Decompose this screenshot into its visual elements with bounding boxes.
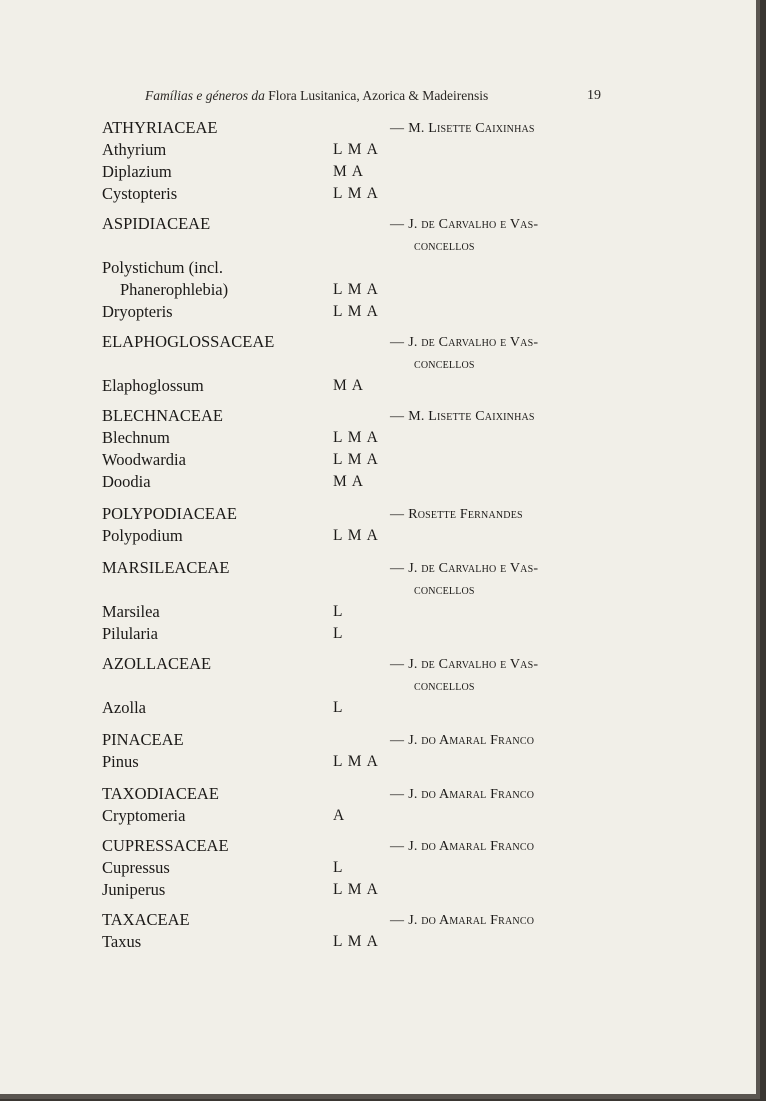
distribution-code: L M A	[333, 303, 379, 320]
family-author	[390, 504, 523, 526]
distribution-code: L M A	[333, 933, 379, 950]
author-line-continued: concellos	[414, 679, 475, 694]
distribution-code: L	[333, 699, 344, 716]
genus-row	[0, 931, 756, 953]
genus-row	[0, 623, 756, 645]
genus-row	[0, 471, 756, 493]
author-line: M. Lisette Caixinhas	[408, 409, 535, 424]
distribution-code: L M A	[333, 141, 379, 158]
family-name: POLYPODIACEAE	[102, 504, 237, 523]
genus-row	[0, 301, 756, 323]
genus-name: Cupressus	[102, 858, 170, 877]
author-line: J. de Carvalho e Vas-	[408, 335, 539, 350]
genus-row	[0, 525, 756, 547]
author-dash: —	[390, 913, 405, 928]
family-row	[0, 835, 756, 857]
distribution-code: L M A	[333, 281, 379, 298]
family-author	[390, 406, 535, 428]
author-line-continued: concellos	[414, 583, 475, 598]
author-dash: —	[390, 733, 405, 748]
distribution-code: L M A	[333, 881, 379, 898]
family-row	[0, 909, 756, 931]
header-title-italic: Famílias e géneros da	[145, 88, 265, 103]
distribution-code: L M A	[333, 185, 379, 202]
family-row	[0, 503, 756, 525]
genus-name: Woodwardia	[102, 450, 186, 469]
author-line: J. do Amaral Franco	[408, 913, 535, 928]
header-title-plain: Flora Lusitanica, Azorica & Madeirensis	[264, 88, 489, 103]
genus-name: Pinus	[102, 752, 139, 771]
genus-name: Marsilea	[102, 602, 160, 621]
family-name: ASPIDIACEAE	[102, 214, 211, 233]
genus-row	[0, 449, 756, 471]
author-dash: —	[390, 121, 405, 136]
family-name: CUPRESSACEAE	[102, 836, 229, 855]
distribution-code: L	[333, 625, 344, 642]
genus-name: Polypodium	[102, 526, 183, 545]
genus-row	[0, 857, 756, 879]
family-author	[390, 784, 534, 806]
genus-row	[0, 161, 756, 183]
author-line: Rosette Fernandes	[408, 507, 523, 522]
family-name: MARSILEACEAE	[102, 558, 230, 577]
family-name: TAXODIACEAE	[102, 784, 219, 803]
genus-row	[0, 183, 756, 205]
family-row	[0, 653, 756, 694]
distribution-code: L M A	[333, 527, 379, 544]
family-row	[0, 729, 756, 751]
family-author	[390, 730, 534, 752]
author-dash: —	[390, 409, 405, 424]
author-line: J. de Carvalho e Vas-	[408, 657, 539, 672]
family-author	[390, 654, 538, 698]
genus-name: Juniperus	[102, 880, 166, 899]
author-line: J. do Amaral Franco	[408, 733, 535, 748]
page-number: 19	[587, 88, 601, 103]
author-dash: —	[390, 657, 405, 672]
author-dash: —	[390, 335, 405, 350]
genus-name: Athyrium	[102, 140, 167, 159]
family-row	[0, 557, 756, 598]
genus-name: Cystopteris	[102, 184, 178, 203]
author-dash: —	[390, 507, 405, 522]
distribution-code: L M A	[333, 753, 379, 770]
genus-row	[0, 139, 756, 161]
author-line: J. do Amaral Franco	[408, 839, 535, 854]
distribution-code: M A	[333, 473, 364, 490]
family-row	[0, 331, 756, 372]
distribution-code: M A	[333, 377, 364, 394]
genus-row	[0, 805, 756, 827]
family-author	[390, 836, 534, 858]
genus-row	[0, 697, 756, 719]
distribution-code: L	[333, 859, 344, 876]
genus-name: Phanerophlebia)	[120, 280, 229, 299]
genus-name: Taxus	[102, 932, 142, 951]
family-author	[390, 558, 538, 602]
author-line: J. do Amaral Franco	[408, 787, 535, 802]
family-row	[0, 783, 756, 805]
family-author	[390, 214, 538, 258]
genus-name: Cryptomeria	[102, 806, 186, 825]
genus-name: Polystichum (incl.	[102, 258, 223, 277]
genus-name: Azolla	[102, 698, 146, 717]
author-line: M. Lisette Caixinhas	[408, 121, 535, 136]
genus-name: Pilularia	[102, 624, 158, 643]
genus-row	[0, 751, 756, 773]
family-name: TAXACEAE	[102, 910, 190, 929]
family-name: PINACEAE	[102, 730, 184, 749]
distribution-code: L	[333, 603, 344, 620]
genus-name: Blechnum	[102, 428, 170, 447]
family-row	[0, 405, 756, 427]
author-line: J. de Carvalho e Vas-	[408, 217, 539, 232]
author-line: J. de Carvalho e Vas-	[408, 561, 539, 576]
author-dash: —	[390, 787, 405, 802]
genus-row	[0, 601, 756, 623]
author-line-continued: concellos	[414, 357, 475, 372]
genus-row	[0, 279, 756, 301]
genus-name: Doodia	[102, 472, 151, 491]
genus-row	[0, 879, 756, 901]
distribution-code: M A	[333, 163, 364, 180]
distribution-code: L M A	[333, 429, 379, 446]
distribution-code: A	[333, 807, 346, 824]
genus-name: Diplazium	[102, 162, 172, 181]
author-dash: —	[390, 561, 405, 576]
family-author	[390, 118, 535, 140]
author-dash: —	[390, 839, 405, 854]
family-row	[0, 117, 756, 139]
family-name: BLECHNACEAE	[102, 406, 223, 425]
distribution-code: L M A	[333, 451, 379, 468]
family-row	[0, 213, 756, 254]
family-author	[390, 332, 538, 376]
genus-row	[0, 257, 756, 279]
author-dash: —	[390, 217, 405, 232]
author-line-continued: concellos	[414, 239, 475, 254]
family-author	[390, 910, 534, 932]
genus-name: Dryopteris	[102, 302, 173, 321]
genus-row	[0, 375, 756, 397]
family-name: ATHYRIACEAE	[102, 118, 218, 137]
family-name: ELAPHOGLOSSACEAE	[102, 332, 275, 351]
family-name: AZOLLACEAE	[102, 654, 212, 673]
genus-row	[0, 427, 756, 449]
genus-name: Elaphoglossum	[102, 376, 204, 395]
